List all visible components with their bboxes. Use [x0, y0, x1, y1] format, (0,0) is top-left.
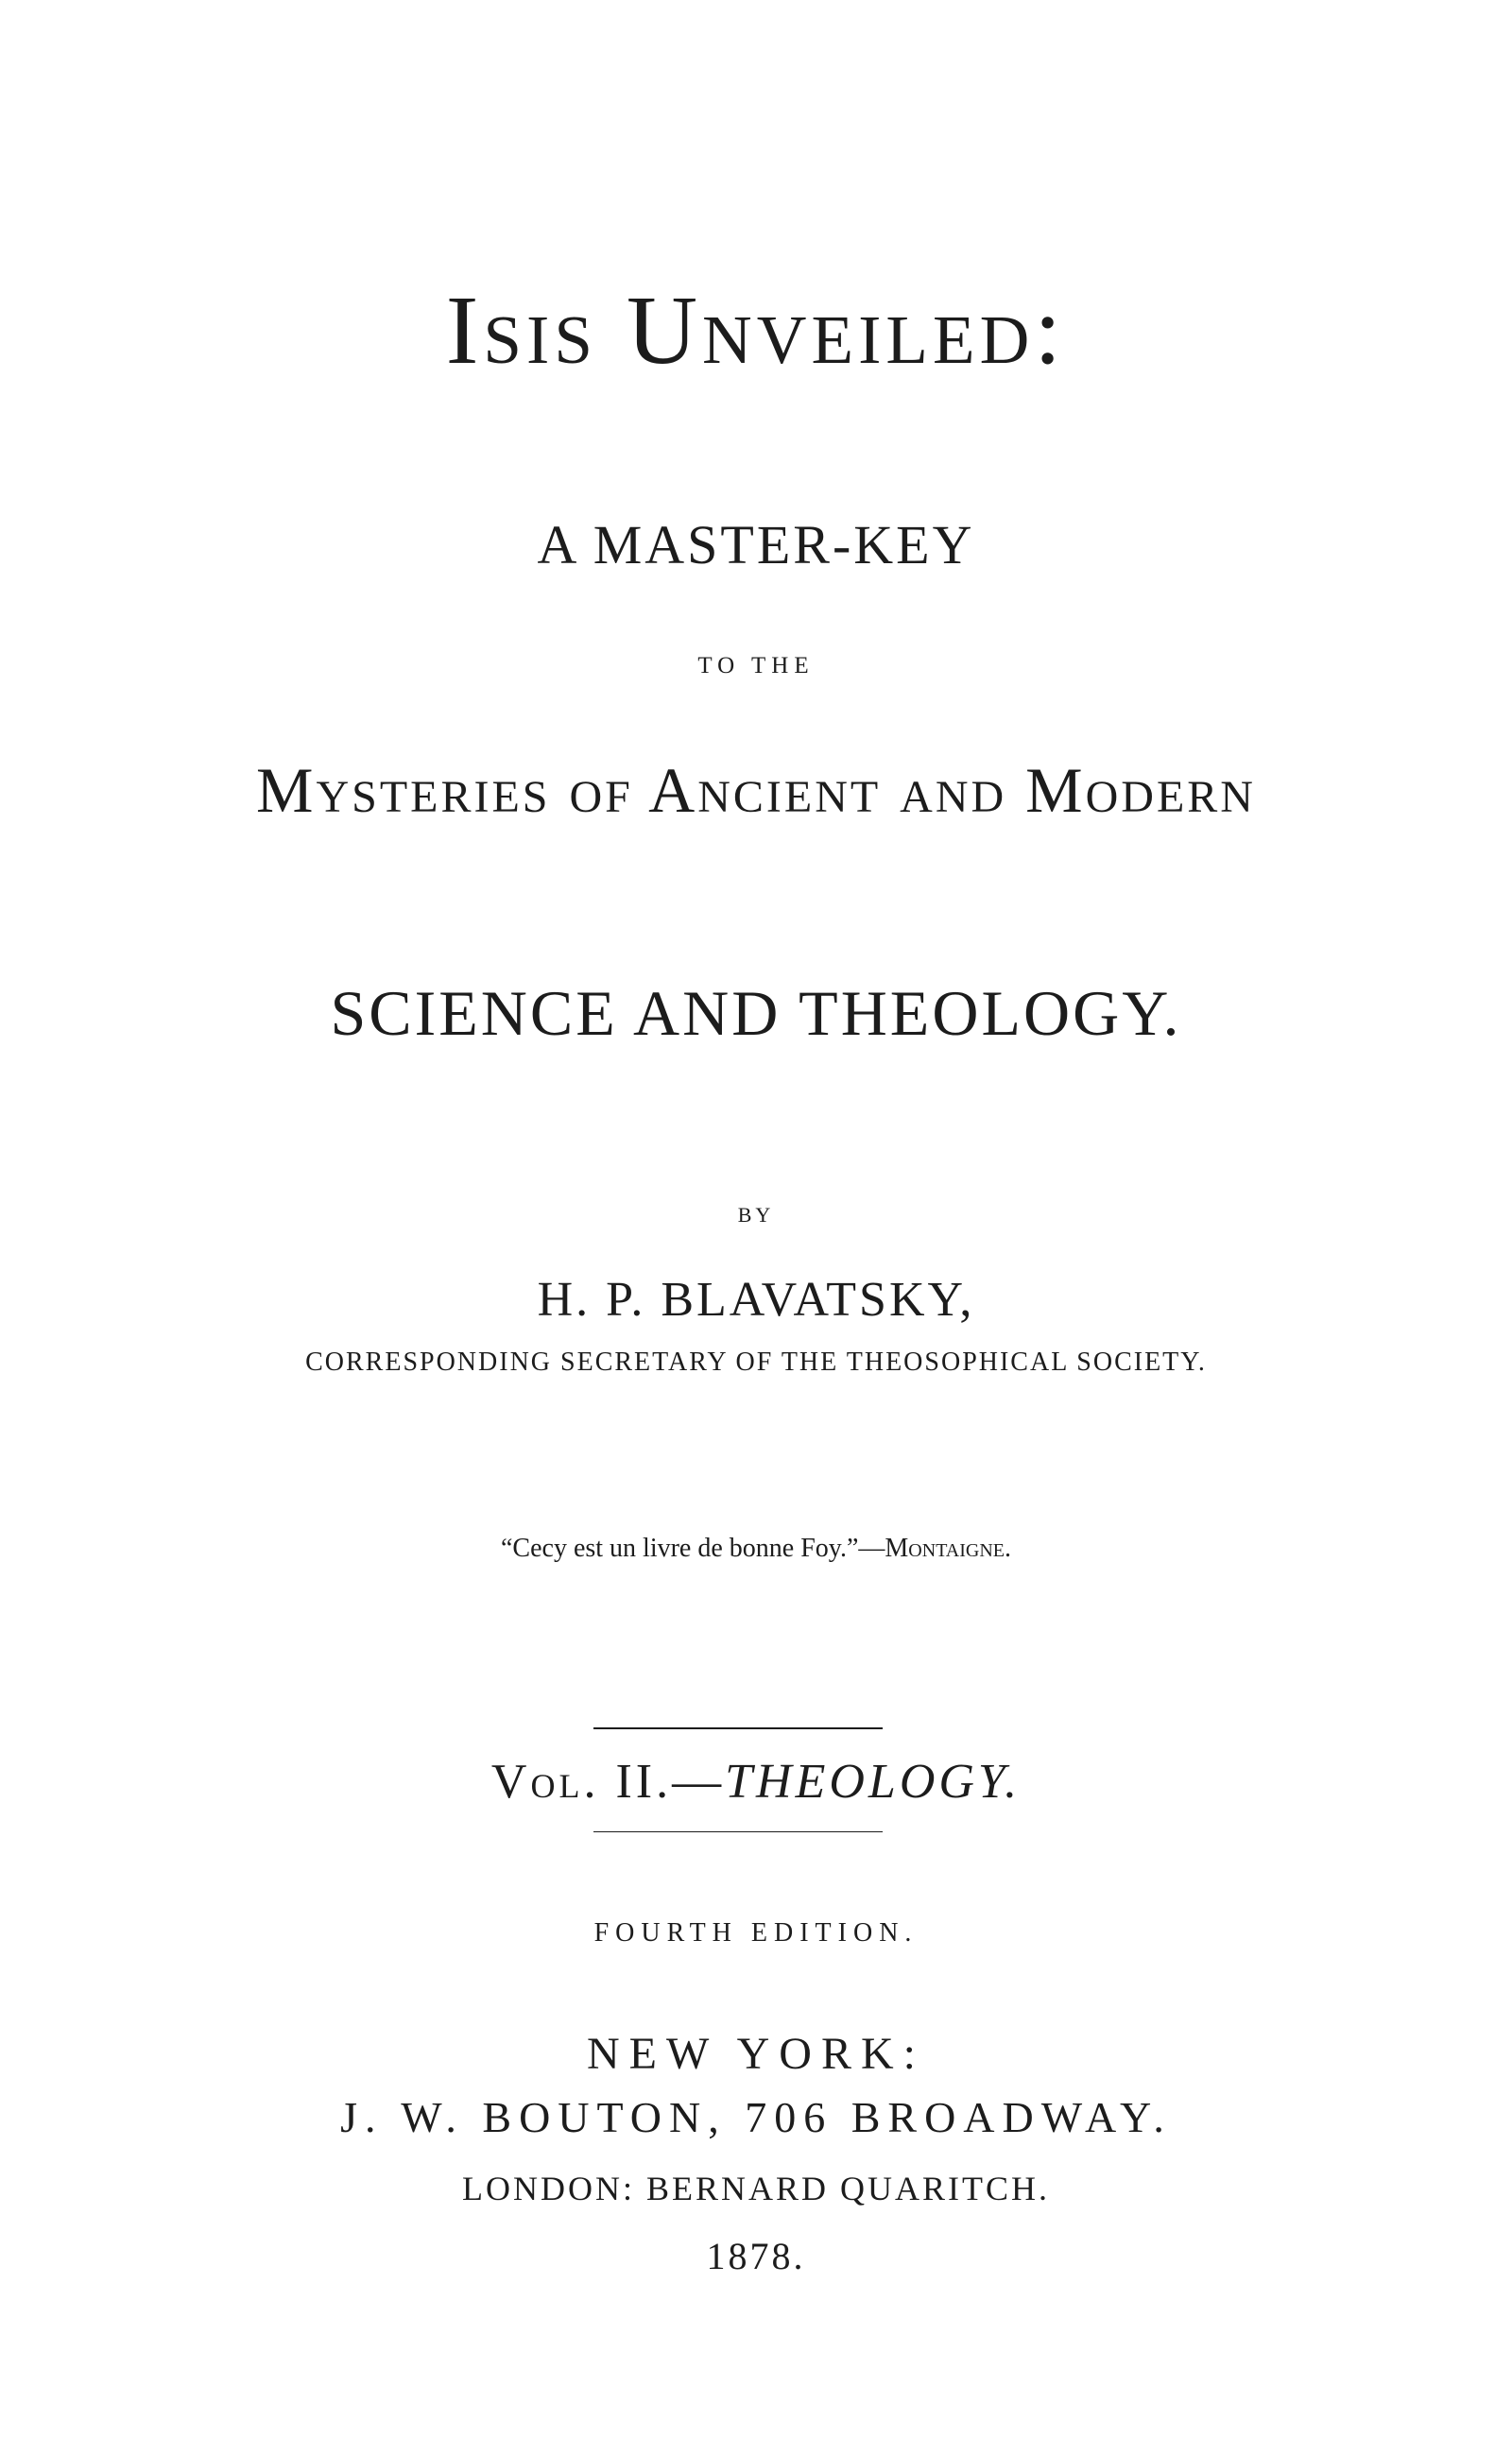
author-name: H. P. BLAVATSKY,	[537, 1273, 975, 1327]
byline-by: BY	[737, 1203, 775, 1227]
rule-bottom	[593, 1831, 883, 1832]
epigraph-source: Montaigne.	[885, 1534, 1012, 1563]
imprint-city: NEW YORK:	[587, 2029, 925, 2079]
book-title: Isis Unveiled:	[445, 276, 1067, 385]
imprint-london: LONDON: BERNARD QUARITCH.	[462, 2170, 1050, 2207]
epigraph-quote: “Cecy est un livre de bonne Foy.”—	[500, 1534, 885, 1563]
imprint-year: 1878.	[706, 2235, 806, 2277]
edition: FOURTH EDITION.	[593, 1918, 919, 1948]
title-line-science: SCIENCE AND THEOLOGY.	[330, 977, 1182, 1049]
volume-name: THEOLOGY.	[725, 1755, 1022, 1809]
rule-top	[593, 1727, 883, 1729]
volume-prefix: Vol. II.—	[490, 1755, 726, 1809]
volume-label	[0, 1755, 1512, 1809]
book-subtitle: A MASTER-KEY	[537, 514, 975, 575]
imprint-publisher: J. W. BOUTON, 706 BROADWAY.	[340, 2093, 1172, 2141]
title-line-mysteries: Mysteries of Ancient and Modern	[256, 754, 1256, 826]
epigraph	[0, 1536, 1512, 1562]
author-role: CORRESPONDING SECRETARY OF THE THEOSOPHICAL SOCIETY.	[305, 1348, 1207, 1377]
connector-to-the: TO THE	[697, 653, 815, 678]
